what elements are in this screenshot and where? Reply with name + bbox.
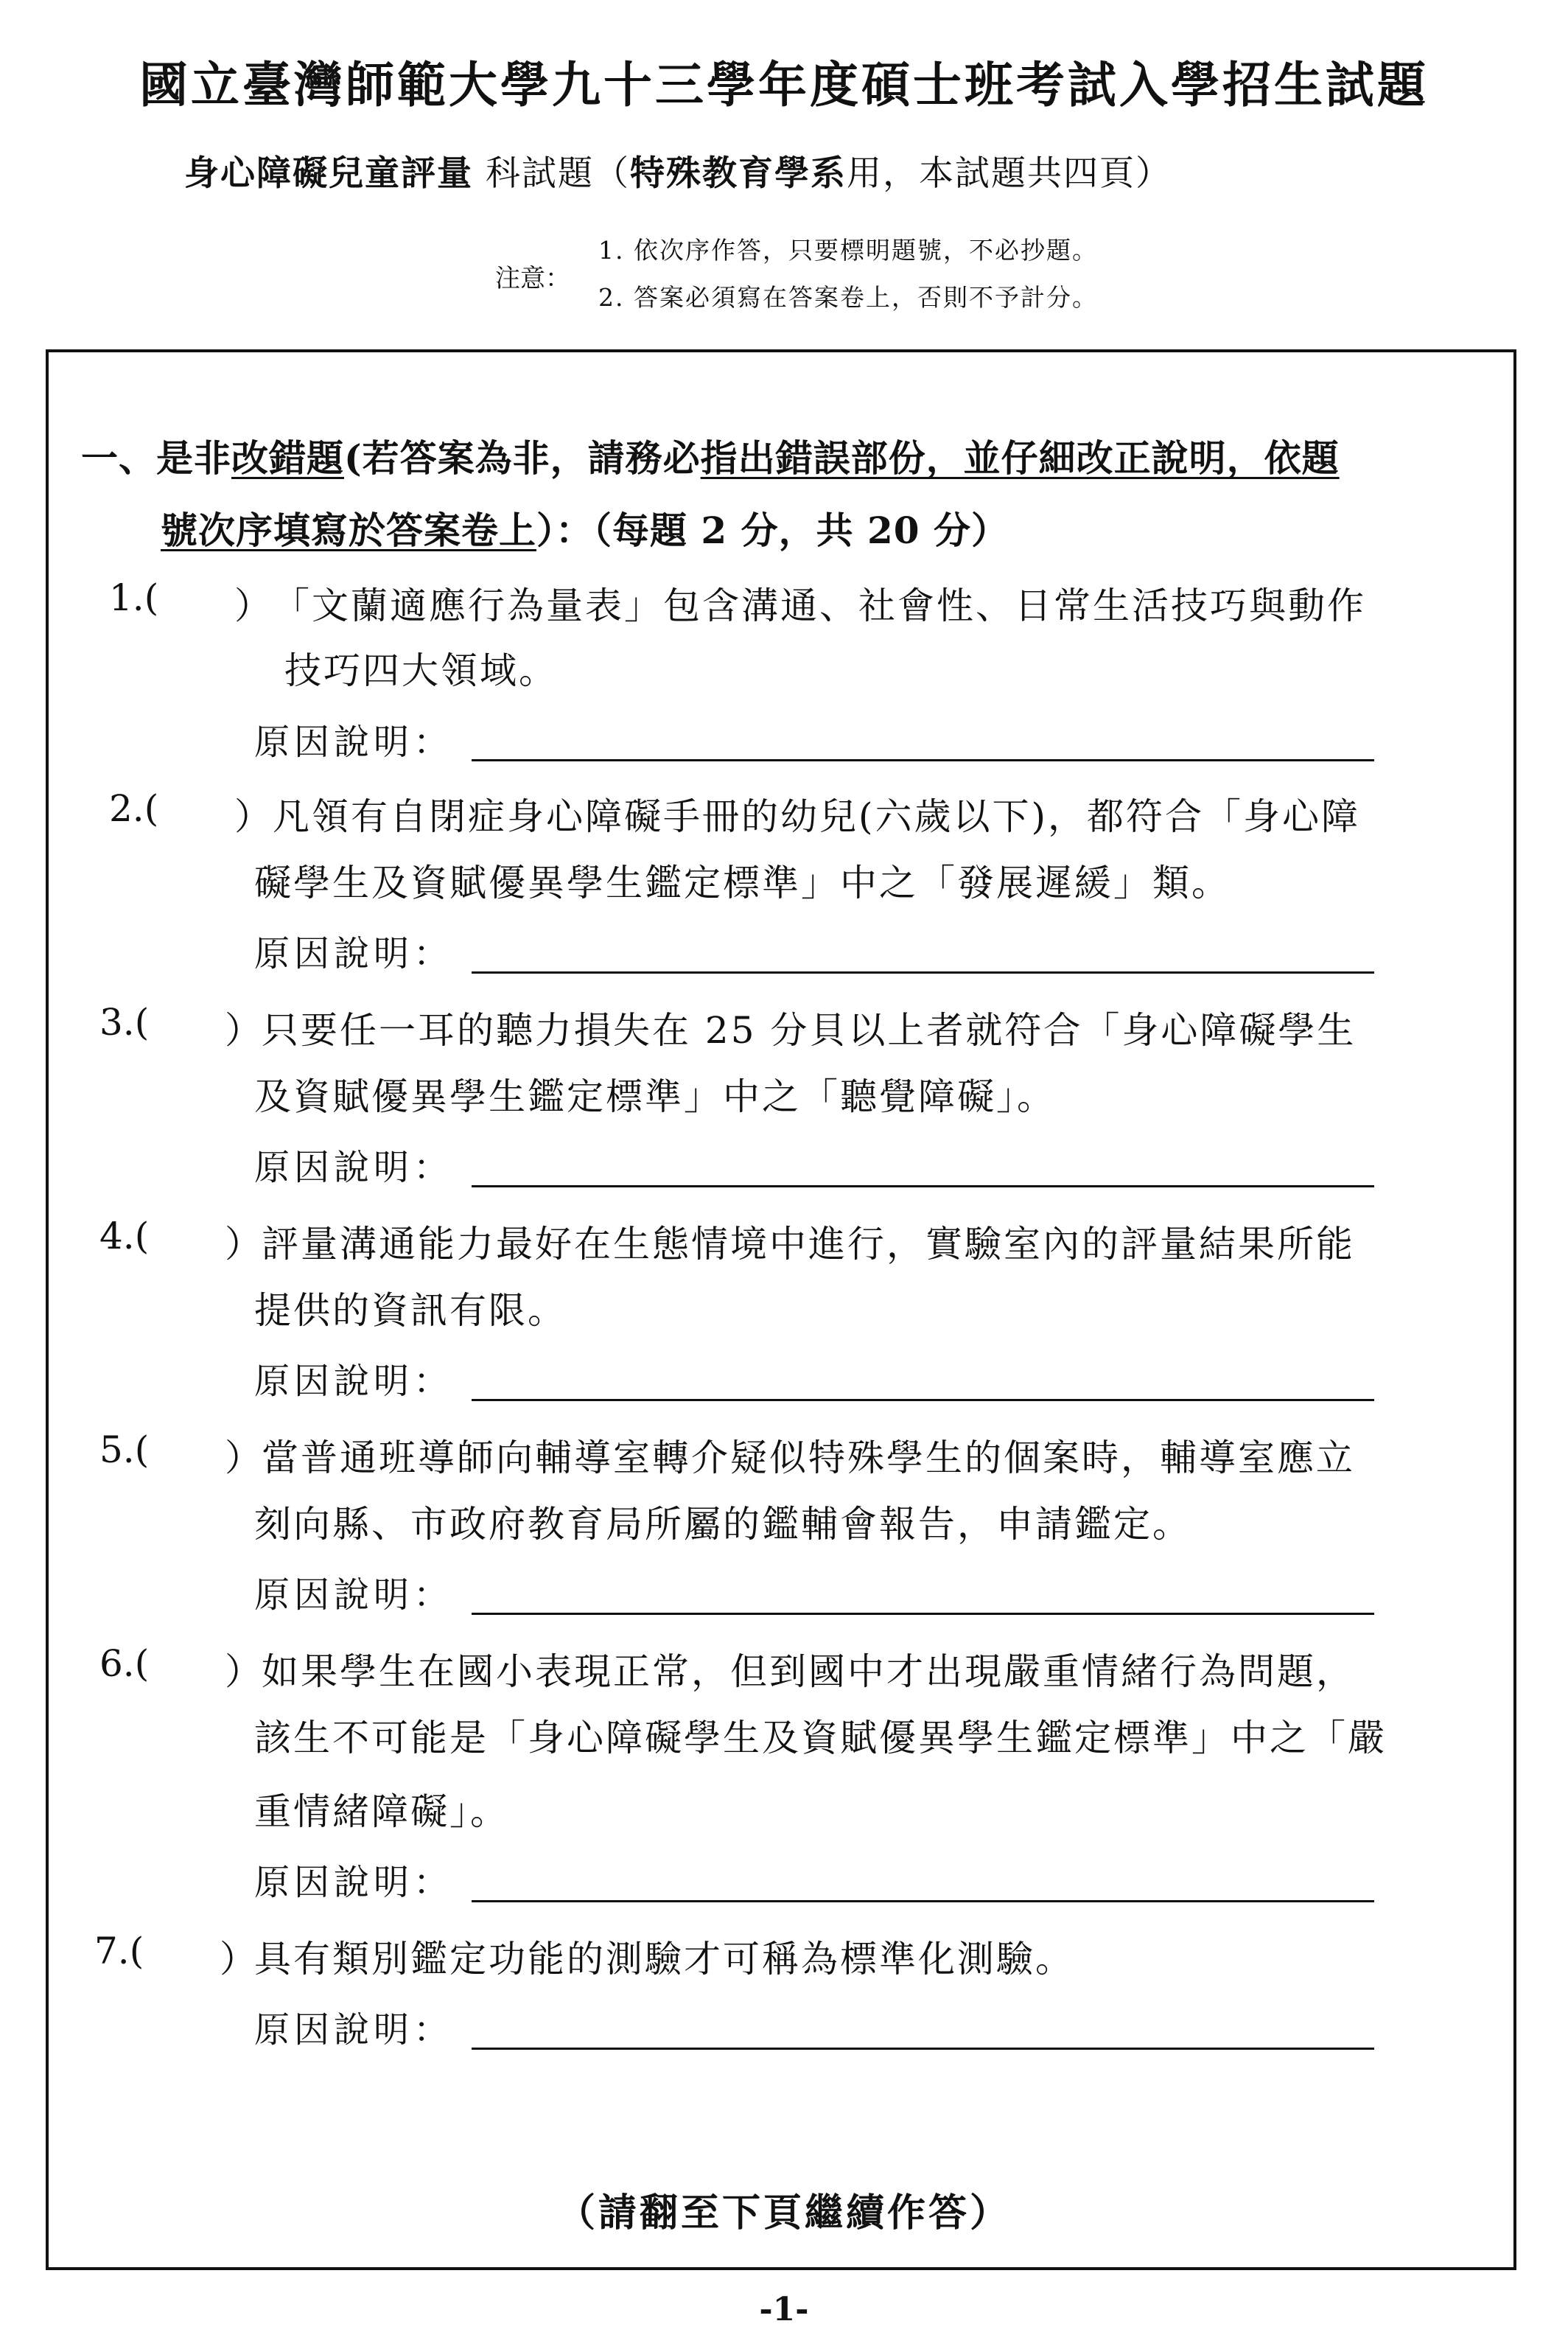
subtitle-tail: 用，本試題共四頁） <box>846 153 1172 194</box>
question-number: 5.( <box>99 1428 150 1471</box>
question-text-line: 技巧四大領域。 <box>284 649 558 692</box>
question-paren-close: ） <box>225 1223 262 1266</box>
answer-line <box>472 759 1374 761</box>
answer-line <box>472 971 1374 974</box>
page-number: -1- <box>759 2291 809 2328</box>
question-text-line: 該生不可能是「身心障礙學生及資賦優異學生鑑定標準」中之「嚴 <box>254 1717 1387 1759</box>
answer-line <box>472 1900 1374 1902</box>
question-paren-close: ） <box>234 795 271 838</box>
answer-line <box>472 1613 1374 1615</box>
question-text-line: 及資賦優異學生鑑定標準」中之「聽覺障礙」。 <box>254 1075 1056 1118</box>
exam-subtitle <box>184 146 1172 195</box>
question-text-line: 當普通班導師向輔導室轉介疑似特殊學生的個案時，輔導室應立 <box>262 1437 1355 1479</box>
question-text-line: 如果學生在國小表現正常，但到國中才出現嚴重情緒行為問題， <box>262 1650 1355 1693</box>
subject-name: 身心障礙兒童評量 <box>184 153 473 194</box>
question-number: 4.( <box>99 1215 150 1257</box>
question-number: 6.( <box>99 1642 150 1685</box>
reason-label: 原因說明： <box>254 1147 454 1188</box>
answer-line <box>472 1185 1374 1187</box>
question-text-line: 凡領有自閉症身心障礙手冊的幼兒(六歲以下)，都符合「身心障 <box>273 795 1361 838</box>
section-underlined-1: 改錯題 <box>231 436 344 480</box>
question-text-line: 「文蘭適應行為量表」包含溝通、社會性、日常生活技巧與動作 <box>273 584 1366 627</box>
section-heading <box>81 429 1340 482</box>
question-paren-close: ） <box>220 1938 256 1980</box>
exam-title: 國立臺灣師範大學九十三學年度碩士班考試入學招生試題 <box>139 56 1429 114</box>
answer-line <box>472 1399 1374 1401</box>
question-number: 7.( <box>94 1930 144 1972</box>
question-paren-close: ） <box>234 584 271 627</box>
section-score: ）：（每題 2 分，共 20 分） <box>536 509 1009 552</box>
reason-label: 原因說明： <box>254 722 454 763</box>
section-underlined-2: 指出錯誤部份，並仔細改正說明，依題 <box>700 436 1340 480</box>
question-text-line: 評量溝通能力最好在生態情境中進行，實驗室內的評量結果所能 <box>262 1223 1355 1266</box>
question-paren-close: ） <box>225 1650 262 1693</box>
question-number: 1.( <box>109 576 159 619</box>
question-paren-close: ） <box>225 1437 262 1479</box>
department-name: 特殊教育學系 <box>629 153 847 194</box>
notice-item-1: 1. 依次序作答，只要標明題號，不必抄題。 <box>598 236 1098 265</box>
question-paren-close: ） <box>225 1009 262 1052</box>
question-text-line: 提供的資訊有限。 <box>254 1289 567 1332</box>
notice-label: 注意： <box>495 264 570 293</box>
continue-note: （請翻至下頁繼續作答） <box>556 2191 1011 2235</box>
question-text-line: 刻向縣、市政府教育局所屬的鑑輔會報告，申請鑑定。 <box>254 1503 1191 1546</box>
notice-item-2: 2. 答案必須寫在答案卷上，否則不予計分。 <box>598 283 1098 312</box>
reason-label: 原因說明： <box>254 2009 454 2050</box>
question-number: 2.( <box>109 787 159 830</box>
subject-suffix: 科試題（ <box>485 153 630 194</box>
question-text-line: 重情緒障礙」。 <box>254 1790 509 1833</box>
section-prefix: 一、是非 <box>81 436 231 480</box>
reason-label: 原因說明： <box>254 1862 454 1903</box>
reason-label: 原因說明： <box>254 1361 454 1402</box>
section-heading-line2 <box>161 501 1009 554</box>
reason-label: 原因說明： <box>254 933 454 974</box>
question-text-line: 具有類別鑑定功能的測驗才可稱為標準化測驗。 <box>254 1938 1074 1980</box>
reason-label: 原因說明： <box>254 1574 454 1616</box>
question-text-line: 礙學生及資賦優異學生鑑定標準」中之「發展遲緩」類。 <box>254 862 1231 904</box>
section-instruction: (若答案為非，請務必 <box>344 436 701 480</box>
question-text-line: 只要任一耳的聽力損失在 25 分貝以上者就符合「身心障礙學生 <box>262 1009 1357 1052</box>
answer-line <box>472 2048 1374 2050</box>
question-number: 3.( <box>99 1001 150 1044</box>
section-underlined-3: 號次序填寫於答案卷上 <box>161 509 536 552</box>
